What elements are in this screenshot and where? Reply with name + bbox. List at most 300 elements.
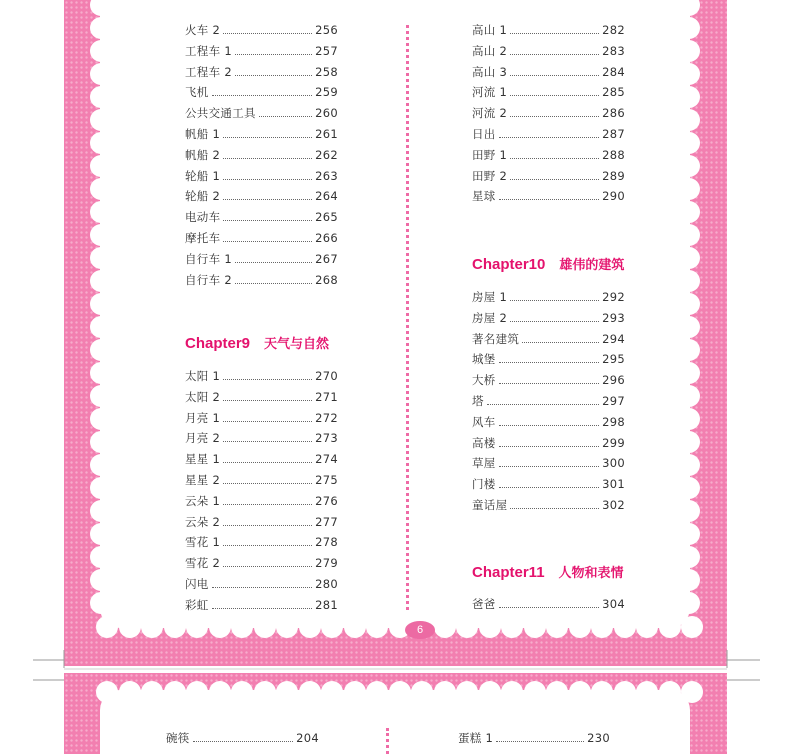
toc-entry[interactable] [185, 532, 338, 552]
toc-entry[interactable] [185, 366, 338, 386]
toc-entry[interactable] [472, 412, 625, 432]
toc-title: 月亮 2 [185, 431, 221, 446]
toc-page-number: 265 [315, 210, 338, 225]
toc-entry[interactable] [185, 124, 338, 144]
scallop-bump [90, 224, 112, 246]
scallop-bump [546, 616, 568, 638]
scallop-bump [501, 616, 523, 638]
toc-entry[interactable] [185, 553, 338, 573]
toc-entry[interactable] [472, 474, 625, 494]
toc-title: 著名建筑 [472, 331, 520, 346]
dot-leader [496, 740, 584, 742]
scallop-bump [678, 63, 700, 85]
scallop-bump [90, 546, 112, 568]
toc-title: 电动车 [185, 210, 221, 225]
scallop-bump [119, 616, 141, 638]
toc-page-number: 295 [602, 352, 625, 367]
toc-entry[interactable] [185, 491, 338, 511]
toc-entry[interactable] [185, 207, 338, 227]
toc-page-number: 271 [315, 389, 338, 404]
scallop-bump [681, 616, 703, 638]
toc-page-number: 283 [602, 43, 625, 58]
toc-page-number: 296 [602, 373, 625, 388]
chapter-number: Chapter9 [185, 335, 251, 352]
toc-page-number: 299 [602, 435, 625, 450]
dot-leader [223, 157, 312, 159]
dot-leader [223, 219, 312, 221]
scallop-bump [678, 477, 700, 499]
dot-leader [223, 178, 312, 180]
toc-entry[interactable] [472, 41, 625, 61]
dot-leader [499, 606, 600, 608]
scallop-bump [186, 616, 208, 638]
dot-leader [235, 74, 312, 76]
toc-page-number: 256 [315, 23, 338, 37]
scallop-bump [141, 681, 163, 703]
toc-title: 摩托车 [185, 231, 221, 245]
chapter-heading [185, 333, 329, 352]
dot-leader [499, 445, 600, 447]
toc-title: 爸爸 [472, 597, 496, 611]
toc-page-number: 301 [602, 477, 625, 492]
scallop-bump [90, 569, 112, 591]
dot-leader [223, 240, 312, 242]
dot-leader [510, 94, 599, 96]
toc-title: 星球 [472, 189, 496, 204]
dot-leader [193, 740, 294, 742]
scallop-bump [209, 616, 231, 638]
toc-page-number: 286 [602, 106, 625, 121]
scallop-bump [90, 40, 112, 62]
toc-entry[interactable] [185, 228, 338, 248]
toc-entry[interactable] [185, 387, 338, 407]
scallop-bump [479, 616, 501, 638]
toc-title: 星星 1 [185, 452, 221, 467]
toc-page-number: 290 [602, 189, 625, 204]
scallop-bump [678, 592, 700, 614]
scallop-bump [141, 616, 163, 638]
toc-entry[interactable] [472, 308, 625, 328]
dot-leader [510, 507, 599, 509]
dot-leader [223, 503, 312, 505]
scallop-bump [678, 316, 700, 338]
toc-entry[interactable] [185, 186, 338, 206]
dot-leader [499, 136, 600, 138]
toc-title: 风车 [472, 414, 496, 429]
scallop-bump [524, 681, 546, 703]
scallop-bump [678, 523, 700, 545]
dot-leader [223, 198, 312, 200]
scallop-bump [479, 681, 501, 703]
toc-entry[interactable] [472, 82, 625, 102]
toc-entry[interactable] [472, 103, 625, 123]
toc-title: 自行车 2 [185, 272, 232, 287]
scallop-bump [90, 454, 112, 476]
scallop-bump [456, 681, 478, 703]
toc-entry[interactable] [458, 728, 610, 748]
scallop-bump [389, 681, 411, 703]
scallop-bump [636, 616, 658, 638]
toc-entry[interactable] [472, 495, 625, 515]
toc-entry[interactable] [185, 270, 338, 290]
toc-title: 闪电 [185, 577, 209, 591]
toc-page-number: 280 [315, 577, 338, 591]
dot-leader [499, 382, 600, 384]
toc-page-number: 259 [315, 85, 338, 100]
scallop-bump [90, 293, 112, 315]
toc-title: 高山 3 [472, 64, 508, 79]
scallop-bump [231, 616, 253, 638]
dot-leader [510, 157, 599, 159]
scallop-bump [90, 86, 112, 108]
toc-page-number: 268 [315, 272, 338, 287]
scallop-bump [164, 616, 186, 638]
toc-entry[interactable] [472, 145, 625, 165]
dot-leader [259, 115, 312, 117]
scallop-bump [90, 431, 112, 453]
scallop-bump [90, 109, 112, 131]
toc-title: 飞机 [185, 85, 209, 100]
toc-page-number: 262 [315, 147, 338, 162]
scallop-bump [524, 616, 546, 638]
toc-page-number: 272 [315, 410, 338, 425]
chapter-heading [472, 562, 624, 581]
toc-entry[interactable] [185, 449, 338, 469]
scallop-bump [678, 109, 700, 131]
scallop-bump [434, 681, 456, 703]
scallop-bump [344, 681, 366, 703]
scallop-bump [90, 132, 112, 154]
scallop-bump [456, 616, 478, 638]
toc-page-number: 294 [602, 331, 625, 346]
scallop-bump [90, 201, 112, 223]
toc-page-number: 257 [315, 43, 338, 58]
toc-page-number: 266 [315, 231, 338, 245]
column-divider-next [386, 728, 389, 754]
toc-title: 工程车 2 [185, 64, 232, 79]
toc-title: 塔 [472, 394, 484, 408]
scallop-bump [678, 385, 700, 407]
toc-entry[interactable] [185, 428, 338, 448]
toc-title: 童话屋 [472, 498, 508, 512]
dot-leader [223, 440, 312, 442]
scallop-bump [678, 270, 700, 292]
scallop-bump [90, 63, 112, 85]
toc-page-number: 302 [602, 498, 625, 512]
dot-leader [212, 586, 313, 588]
scallop-bump [299, 616, 321, 638]
scallop-bump [678, 454, 700, 476]
column-divider [406, 25, 409, 610]
scallop-bump [344, 616, 366, 638]
toc-page-number: 270 [315, 369, 338, 383]
dot-leader [510, 53, 599, 55]
scallop-bump [321, 616, 343, 638]
toc-entry[interactable] [185, 512, 338, 532]
dot-leader [223, 32, 312, 34]
scallop-bump [501, 681, 523, 703]
scallop-bump [434, 616, 456, 638]
scallop-bump [678, 132, 700, 154]
toc-title: 门楼 [472, 477, 496, 492]
scallop-bump [90, 385, 112, 407]
toc-title: 帆船 2 [185, 147, 221, 162]
toc-entry[interactable] [472, 186, 625, 206]
toc-page-number: 281 [315, 597, 338, 612]
chapter-title: 雄伟的建筑 [559, 258, 625, 273]
toc-title: 日出 [472, 127, 496, 141]
toc-page-number: 278 [315, 535, 338, 550]
toc-entry[interactable] [472, 20, 625, 40]
scallop-bump [90, 592, 112, 614]
toc-entry[interactable] [472, 453, 625, 473]
toc-title: 房屋 1 [472, 290, 508, 304]
scallop-bump [678, 201, 700, 223]
toc-page-number: 304 [602, 597, 625, 611]
toc-title: 高山 1 [472, 23, 508, 37]
toc-entry[interactable] [185, 145, 338, 165]
toc-title: 蛋糕 1 [458, 731, 494, 745]
scallop-bump [678, 546, 700, 568]
scallop-bump [276, 681, 298, 703]
toc-title: 火车 2 [185, 23, 221, 37]
toc-page-number: 282 [602, 23, 625, 37]
toc-title: 雪花 1 [185, 535, 221, 550]
scallop-bump [569, 616, 591, 638]
toc-title: 高山 2 [472, 43, 508, 58]
toc-page-number: 297 [602, 394, 625, 408]
dot-leader [499, 361, 600, 363]
scallop-bump [569, 681, 591, 703]
toc-title: 云朵 1 [185, 493, 221, 508]
toc-entry[interactable] [185, 20, 338, 40]
toc-entry[interactable] [185, 82, 338, 102]
dot-leader [223, 565, 312, 567]
toc-title: 月亮 1 [185, 410, 221, 425]
toc-page-number: 298 [602, 414, 625, 429]
toc-title: 河流 2 [472, 106, 508, 121]
scallop-bump [678, 17, 700, 39]
scallop-bump [366, 681, 388, 703]
toc-page-number: 274 [315, 452, 338, 467]
toc-entry[interactable] [185, 595, 338, 615]
scallop-bump [591, 681, 613, 703]
toc-page-number: 277 [315, 514, 338, 529]
dot-leader [510, 178, 599, 180]
toc-title: 太阳 1 [185, 369, 221, 383]
toc-page-number: 261 [315, 127, 338, 141]
scallop-bump [209, 681, 231, 703]
toc-title: 自行车 1 [185, 251, 232, 266]
dot-leader [223, 378, 312, 380]
scallop-bump [231, 681, 253, 703]
scallop-bump [90, 477, 112, 499]
toc-entry[interactable] [185, 470, 338, 490]
scallop-bump [678, 431, 700, 453]
chapter-title: 天气与自然 [264, 337, 330, 352]
scallop-bump [90, 247, 112, 269]
toc-title: 帆船 1 [185, 127, 221, 141]
toc-page-number: 264 [315, 189, 338, 204]
toc-title: 城堡 [472, 352, 496, 367]
toc-page-number: 289 [602, 168, 625, 183]
scallop-bump [678, 293, 700, 315]
dot-leader [212, 607, 313, 609]
scallop-bump [678, 224, 700, 246]
scallop-bump [678, 247, 700, 269]
dot-leader [499, 198, 600, 200]
toc-entry[interactable] [185, 62, 338, 82]
scallop-bump [119, 681, 141, 703]
dot-leader [510, 320, 599, 322]
toc-page-number: 284 [602, 64, 625, 79]
dot-leader [223, 420, 312, 422]
dot-leader [235, 261, 312, 263]
scallop-bump [678, 408, 700, 430]
dot-leader [510, 299, 599, 301]
dot-leader [510, 32, 599, 34]
scallop-bump [681, 681, 703, 703]
toc-page-number: 288 [602, 147, 625, 162]
toc-entry[interactable] [472, 370, 625, 390]
scallop-bump [90, 17, 112, 39]
toc-entry[interactable] [166, 728, 319, 748]
scallop-bump [96, 681, 118, 703]
scallop-bump [614, 681, 636, 703]
dot-leader [510, 74, 599, 76]
toc-title: 田野 2 [472, 168, 508, 183]
toc-entry[interactable] [472, 594, 625, 614]
scallop-bump [299, 681, 321, 703]
toc-page-number: 273 [315, 431, 338, 446]
toc-title: 河流 1 [472, 85, 508, 100]
scallop-bump [90, 408, 112, 430]
page-number-badge: 6 [405, 621, 435, 639]
toc-title: 房屋 2 [472, 310, 508, 325]
scallop-bump [186, 681, 208, 703]
toc-title: 草屋 [472, 456, 496, 471]
scallop-bump [678, 40, 700, 62]
toc-entry[interactable] [185, 574, 338, 594]
dot-leader [499, 424, 600, 426]
scallop-bump [659, 616, 681, 638]
chapter-heading [472, 254, 624, 273]
scallop-bump [254, 681, 276, 703]
scallop-bump [678, 569, 700, 591]
toc-title: 轮船 1 [185, 168, 221, 183]
toc-title: 碗筷 [166, 731, 190, 745]
toc-title: 大桥 [472, 373, 496, 388]
toc-entry[interactable] [185, 103, 338, 123]
dot-leader [235, 282, 312, 284]
toc-title: 公共交通工具 [185, 106, 256, 121]
scallop-bump [90, 500, 112, 522]
toc-page-number: 285 [602, 85, 625, 100]
toc-entry[interactable] [472, 391, 625, 411]
toc-page-number: 276 [315, 493, 338, 508]
toc-page-number: 292 [602, 290, 625, 304]
toc-title: 高楼 [472, 435, 496, 450]
toc-page-number: 287 [602, 127, 625, 141]
toc-page-number: 293 [602, 310, 625, 325]
toc-title: 雪花 2 [185, 556, 221, 571]
scallop-bump [321, 681, 343, 703]
toc-entry[interactable] [472, 166, 625, 186]
toc-page-number: 204 [296, 731, 319, 745]
toc-entry[interactable] [185, 41, 338, 61]
chapter-number: Chapter10 [472, 256, 546, 273]
toc-entry[interactable] [185, 249, 338, 269]
dot-leader [235, 53, 312, 55]
toc-entry[interactable] [185, 166, 338, 186]
toc-entry[interactable] [472, 62, 625, 82]
toc-entry[interactable] [472, 329, 625, 349]
toc-entry[interactable] [185, 408, 338, 428]
toc-page-number: 263 [315, 168, 338, 183]
toc-entry[interactable] [472, 287, 625, 307]
scallop-bump [636, 681, 658, 703]
scallop-bump [90, 270, 112, 292]
scallop-bump [90, 362, 112, 384]
toc-entry[interactable] [472, 433, 625, 453]
toc-title: 彩虹 [185, 597, 209, 612]
toc-page-number: 260 [315, 106, 338, 121]
dot-leader [223, 136, 312, 138]
dot-leader [510, 115, 599, 117]
toc-page-number: 267 [315, 251, 338, 266]
scallop-bump [90, 339, 112, 361]
scallop-bump [614, 616, 636, 638]
scallop-bump [678, 155, 700, 177]
scallop-bump [90, 316, 112, 338]
toc-page-number: 258 [315, 64, 338, 79]
dot-leader [223, 482, 312, 484]
scallop-bump [90, 178, 112, 200]
toc-title: 轮船 2 [185, 189, 221, 204]
scallop-bump [90, 523, 112, 545]
scallop-bump [678, 339, 700, 361]
dot-leader [522, 341, 599, 343]
toc-title: 星星 2 [185, 473, 221, 487]
toc-entry[interactable] [472, 124, 625, 144]
dot-leader [223, 544, 312, 546]
dot-leader [212, 94, 313, 96]
scallop-bump [96, 616, 118, 638]
chapter-title: 人物和表情 [558, 566, 624, 581]
toc-page-number: 279 [315, 556, 338, 571]
scallop-bump [591, 616, 613, 638]
scallop-bump [276, 616, 298, 638]
toc-entry[interactable] [472, 349, 625, 369]
toc-title: 太阳 2 [185, 389, 221, 404]
scallop-bump [659, 681, 681, 703]
scallop-bump [411, 681, 433, 703]
toc-title: 工程车 1 [185, 43, 232, 58]
chapter-number: Chapter11 [472, 564, 545, 581]
scallop-bump [254, 616, 276, 638]
scallop-bump [678, 500, 700, 522]
dot-leader [223, 524, 312, 526]
toc-page-number: 275 [315, 473, 338, 487]
toc-title: 云朵 2 [185, 514, 221, 529]
dot-leader [499, 465, 600, 467]
dot-leader [223, 461, 312, 463]
scallop-bump [164, 681, 186, 703]
scallop-bump [678, 86, 700, 108]
dot-leader [487, 403, 599, 405]
scallop-bump [678, 178, 700, 200]
toc-page-number: 230 [587, 731, 610, 745]
